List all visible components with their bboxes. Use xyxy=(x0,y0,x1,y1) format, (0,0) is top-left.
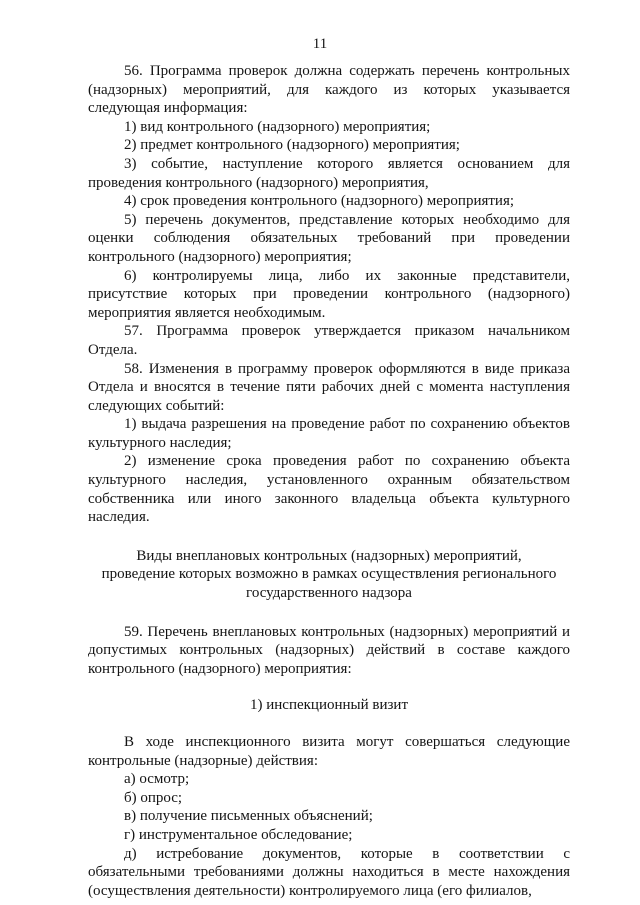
paragraph-58: 58. Изменения в программу проверок оформляются в виде приказа Отдела и вносятся в течение пяти рабочих дней с момента наступления следующих событий: xyxy=(88,360,570,414)
section-heading xyxy=(88,547,570,603)
list-item: 3) событие, наступление которого является основанием для проведения контрольного (надзорного) мероприятия, xyxy=(88,155,570,191)
list-item: 4) срок проведения контрольного (надзорного) мероприятия; xyxy=(124,193,515,210)
list-item: 2) предмет контрольного (надзорного) мероприятия; xyxy=(124,137,460,154)
section-heading-line: Виды внеплановых контрольных (надзорных) мероприятий, xyxy=(136,547,522,564)
paragraph-57: 57. Программа проверок утверждается приказом начальником Отдела. xyxy=(88,323,570,358)
list-item: 1) вид контрольного (надзорного) мероприятия; xyxy=(124,118,431,135)
paragraph-56: 56. Программа проверок должна содержать перечень контрольных (надзорных) мероприятий, для каждого из которых указывается следующая информация: xyxy=(88,63,570,117)
document-body xyxy=(88,62,570,900)
action-item: в) получение письменных объяснений; xyxy=(124,808,373,825)
list-item: 6) контролируемы лица, либо их законные представители, присутствие которых при проведении контрольного (надзорного) мероприятия является необходимым. xyxy=(88,267,570,321)
page-number: 11 xyxy=(312,36,328,52)
visit-intro: В ходе инспекционного визита могут совершаться следующие контрольные (надзорные) действия: xyxy=(88,734,570,769)
subheading: 1) инспекционный визит xyxy=(249,697,408,714)
section-heading-line: проведение которых возможно в рамках осуществления регионального xyxy=(101,566,557,583)
section-heading-line: государственного надзора xyxy=(246,585,412,602)
list-item: 2) изменение срока проведения работ по сохранению объекта культурного наследия, установленного охранным обязательством собственника или иного законного владельца объекта культурного наследия. xyxy=(88,453,570,526)
action-item: б) опрос; xyxy=(124,789,183,806)
list-item: 5) перечень документов, представление которых необходимо для оценки соблюдения обязательных требований при проведении контрольного (надзорного) мероприятия; xyxy=(88,211,570,265)
action-item: г) инструментальное обследование; xyxy=(124,826,353,843)
paragraph-59: 59. Перечень внеплановых контрольных (надзорных) мероприятий и допустимых контрольных (надзорных) действий в составе каждого контрольного (надзорного) мероприятия: xyxy=(88,623,570,677)
action-item: а) осмотр; xyxy=(124,771,190,788)
list-item: 1) выдача разрешения на проведение работ по сохранению объектов культурного наследия; xyxy=(88,416,570,451)
action-item: д) истребование документов, которые в соответствии с обязательными требованиями должны находиться в месте нахождения (осуществления деятельности) контролируемого лица (его филиалов, xyxy=(88,845,570,899)
